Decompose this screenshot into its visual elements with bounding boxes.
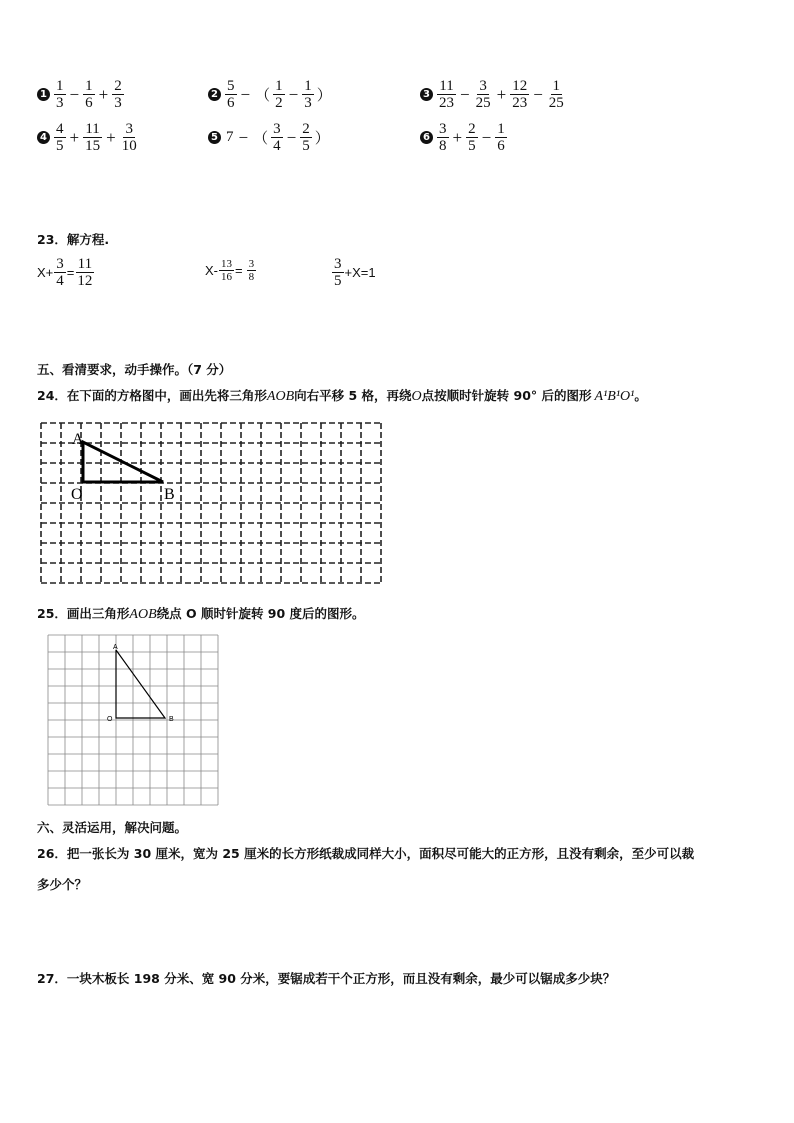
- exercise-number: 3: [420, 88, 433, 101]
- text-token: （: [255, 88, 271, 104]
- eq1-fraction-2: $\frac{11}{12}$: [77, 256, 93, 289]
- fraction: $\frac{11}{23}$: [439, 78, 454, 111]
- exercise-6: [420, 121, 508, 154]
- operator: −: [481, 127, 492, 147]
- fraction: $\frac{1}{2}$: [275, 78, 283, 111]
- fraction: $\frac{5}{6}$: [227, 78, 235, 111]
- operator: −: [286, 127, 297, 147]
- eq3-fraction-1: $\frac{3}{5}$: [334, 256, 342, 289]
- q26-line-1: 26．把一张长为 30 厘米，宽为 25 厘米的长方形纸裁成同样大小，面积尽可能大的正方形，且没有剩余，至少可以裁: [37, 846, 695, 861]
- fraction: $\frac{12}{23}$: [512, 78, 528, 111]
- q25-text: 25．画出三角形AOB绕点 O 顺时针旋转 90 度后的图形。: [37, 606, 365, 622]
- eq1-fraction-1: $\frac{3}{4}$: [56, 256, 64, 289]
- text-token: 7: [226, 129, 234, 145]
- q23-equation-1: [37, 256, 95, 289]
- eq1-equals: =: [66, 265, 75, 280]
- eq2-fraction-1: $\frac{13}{16}$: [221, 258, 232, 283]
- fraction: $\frac{1}{3}$: [304, 78, 312, 111]
- fraction: $\frac{3}{4}$: [273, 121, 281, 154]
- fraction: $\frac{4}{5}$: [56, 121, 64, 154]
- section-6-heading: 六、灵活运用，解决问题。: [37, 820, 188, 835]
- exercise-number: 4: [37, 131, 50, 144]
- q25-label-o: O: [107, 716, 113, 723]
- operator: −: [533, 84, 543, 104]
- q25-label-b: B: [169, 716, 174, 723]
- exercise-1: [37, 78, 125, 111]
- q24-label-b: B: [164, 486, 175, 503]
- exercise-2: [208, 78, 334, 111]
- q23-title: 23．解方程.: [37, 232, 110, 247]
- q23-equation-3: [331, 256, 376, 289]
- q25-triangle-aob: [116, 650, 165, 718]
- operator: −: [69, 84, 80, 104]
- q23-equation-2: [205, 258, 257, 283]
- fraction: $\frac{2}{5}$: [468, 121, 476, 154]
- fraction: $\frac{11}{15}$: [85, 121, 101, 154]
- eq3-suffix: +X=1: [344, 265, 376, 280]
- q27-text: 27．一块木板长 198 分米、宽 90 分米，要锯成若干个正方形，而且没有剩余，最少可以锯成多少块？: [37, 971, 616, 986]
- fraction: $\frac{3}{25}$: [475, 78, 491, 111]
- operator: +: [106, 127, 116, 147]
- q24-text: 24．在下面的方格图中，画出先将三角形AOB向右平移 5 格，再绕O点按顺时针旋转 90° 后的图形 A¹B¹O¹。: [37, 388, 647, 404]
- fraction: $\frac{3}{8}$: [439, 121, 447, 154]
- exercise-3: [420, 78, 567, 111]
- exercise-number: 2: [208, 88, 221, 101]
- fraction: $\frac{1}{6}$: [85, 78, 93, 111]
- q25-grid-figure: [47, 634, 219, 806]
- exercise-5: [208, 121, 332, 154]
- q24-label-o: O: [71, 486, 83, 503]
- operator: −: [288, 84, 299, 104]
- operator: −: [460, 84, 470, 104]
- eq2-fraction-2: $\frac{3}{8}$: [248, 258, 255, 283]
- q24-triangle-aob: [83, 442, 163, 482]
- eq1-prefix: X+: [37, 265, 54, 280]
- q24-label-a: A: [72, 431, 84, 448]
- q26-line-2: 多少个？: [37, 877, 88, 892]
- operator: −: [240, 84, 251, 104]
- fraction: $\frac{2}{3}$: [114, 78, 122, 111]
- text-token: ）: [314, 131, 330, 147]
- q24-grid-figure: [40, 422, 382, 584]
- exercise-4: [37, 121, 140, 154]
- operator: +: [452, 127, 463, 147]
- fraction: $\frac{1}{6}$: [497, 121, 505, 154]
- section-5-heading: 五、看清要求，动手操作。（7 分）: [37, 362, 232, 377]
- q25-label-a: A: [113, 644, 118, 651]
- text-token: ）: [316, 88, 332, 104]
- text-token: （: [253, 131, 269, 147]
- exercise-number: 6: [420, 131, 433, 144]
- fraction: $\frac{3}{10}$: [121, 121, 137, 154]
- exercise-number: 5: [208, 131, 221, 144]
- fraction: $\frac{2}{5}$: [302, 121, 310, 154]
- eq2-equals: =: [235, 263, 243, 278]
- eq2-prefix: X-: [205, 263, 218, 278]
- exercise-number: 1: [37, 88, 50, 101]
- fraction: $\frac{1}{25}$: [548, 78, 564, 111]
- fraction: $\frac{1}{3}$: [56, 78, 64, 111]
- operator: +: [496, 84, 507, 104]
- operator: +: [69, 127, 80, 147]
- operator: +: [98, 84, 109, 104]
- operator: −: [238, 127, 249, 147]
